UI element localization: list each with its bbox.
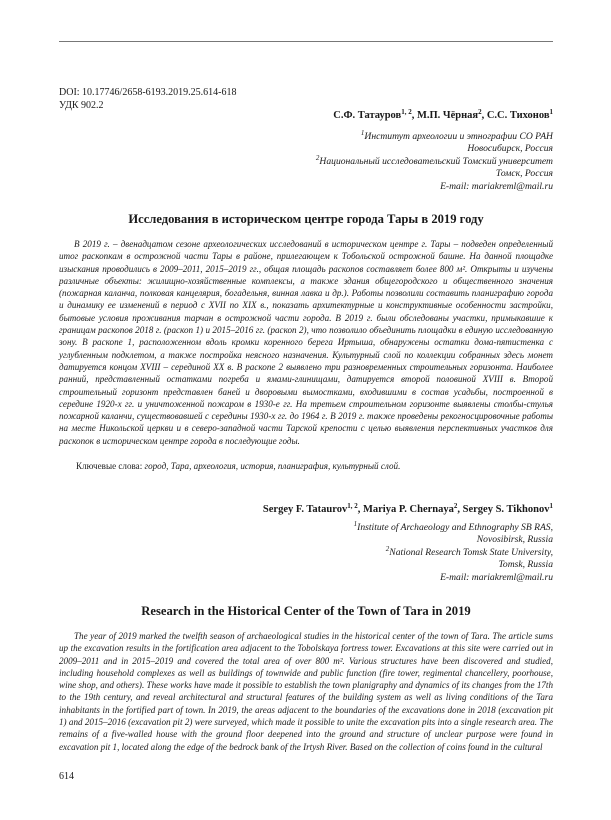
author-ru-1: С.Ф. Татауров$^{1, 2}$, (333, 108, 417, 121)
abstract-ru: В 2019 г. – двенадцатом сезоне археологических исследований в историческом центре г. Тары – подведен определенный итог раскопкам в острожной части Тары в районе, прилегающем к Тобольской острожной башне. На данной площадке изыскания проводились в 2009–2011, 2015–2019 гг., общая площадь раскопов составляет более 800 м². Открыты и изучены различные объекты: жилищно-хозяйственные комплексы, а также здания общегородского и общественного значения (пожарная каланча, полковая канцелярия, богадельня, винная лавка и др.). Работы позволили составить планиграфию города и динамику ее изменений в период с XVII по XIX в., показать архитектурные и конструктивные особенности застройки, бытовые условия проживания тарчан в острожной части города. В 2019 г. были обследованы участки, примыкавшие к границам раскопов 2018 г. (раскоп 1) и 2015–2016 гг. (раскоп 2), что позволило объединить площадки в единую исследованную зону. В раскопе 1, расположенном вдоль кромки коренного берега Иртыша, обнаружены остатки дома-пятистенка с углубленным подклетом, а также постройка неясного назначения. Культурный слой по коллекции собранных здесь монет датируется концом XVIII – серединой XX в. В раскопе 2 выявлено три разновременных строительных горизонта. Наиболее ранний, представленный остатками погреба и ямами-глинищами, датируется второй половиной XVIII в. Второй строительный горизонт представлен баней и дворовыми вымостками, входившими в состав усадьбы, построенной в середине 1920-х гг. и уничтоженной пожаром в 1930-е гг. На третьем строительном горизонте выявлены столбы-стулья пожарной каланчи, существовавшей с середины 1930-х гг. до 1964 г. В 2019 г. также проведены рекогносцировочные работы на месте Никольской церкви и в северо-западной части Тарской крепости с целью выявления перспективных участков для раскопок в историческом центре города в последующие годы. (59, 239, 553, 446)
title-en: Research in the Historical Center of the Town of Tara in 2019 (141, 604, 471, 618)
keywords-values: город, Тара, археология, история, планиграфия, культурный слой. (144, 461, 401, 471)
top-rule (59, 41, 553, 42)
affiliation-en-2: $^2$National Research Tomsk State University, (385, 544, 553, 558)
affiliations-ru (316, 131, 553, 193)
affiliation-ru-1-city: Новосибирск, Россия (467, 143, 553, 155)
article-meta (59, 87, 237, 112)
author-en-3: Sergey S. Tikhonov$^1$ (462, 502, 553, 515)
affiliation-ru-1: $^1$Институт археологии и этнографии СО РАН (360, 129, 553, 142)
affiliation-en-1-city: Novosibirsk, Russia (476, 534, 553, 546)
authors-en (263, 504, 553, 515)
email-en: E-mail: mariakreml@mail.ru (440, 571, 553, 583)
affiliation-en-2-city: Tomsk, Russia (498, 559, 553, 571)
doi: DOI: 10.17746/2658-6193.2019.25.614-618 (59, 87, 237, 98)
affiliations-en (354, 522, 553, 584)
keywords-label: Ключевые слова: (76, 461, 143, 471)
page-number: 614 (59, 771, 74, 782)
author-ru-2: М.П. Чёрная$^2$, (416, 108, 487, 121)
affiliation-ru-2: $^2$Национальный исследовательский Томский университет (315, 153, 553, 167)
abstract-en: The year of 2019 marked the twelfth season of archaeological studies in the historical center of the town of Tara. The article sums up the excavation results in the fortification area adjacent to the Tobolskaya fortress tower. Excavations at this site were carried out in 2009–2011 and in 2015–2019 and covered the total area of over 800 m². Various structures have been discovered and studied, including household complexes as well as buildings of townwide and public function (fire tower, regimental chancellery, poorhouse, wine shop, and others). These works have made it possible to establish the town planigraphy and dynamics of its changes from the 17th to the 19th century, and reveal architectural and structural features of the building system as well as living conditions of the Tara inhabitants in the fortified part of town. In 2019, the areas adjacent to the boundaries of the excavations done in 2018 (excavation pit 1) and 2015–2016 (excavation pit 2) were surveyed, which made it possible to unite the excavation pits into a single research area. The remains of a five-walled house with the ground floor deepened into the ground and structure of unclear purpose were found in excavation pit 1, located along the edge of the bedrock bank of the Irtysh River. Based on the collection of coins found in the cultural (59, 631, 553, 752)
authors-ru (333, 110, 553, 121)
affiliation-en-1: $^1$Institute of Archaeology and Ethnography SB RAS, (353, 520, 553, 533)
author-ru-3: С.С. Тихонов$^1$ (486, 108, 553, 121)
email-ru: E-mail: mariakreml@mail.ru (440, 180, 553, 192)
keywords-ru (76, 460, 553, 472)
affiliation-ru-2-city: Томск, Россия (495, 168, 553, 180)
author-en-2: Mariya P. Chernaya$^2$, (362, 502, 463, 515)
title-ru: Исследования в историческом центре города Тары в 2019 году (128, 212, 484, 226)
udc: УДК 902.2 (59, 99, 104, 111)
author-en-1: Sergey F. Tataurov$^{1, 2}$, (262, 502, 363, 515)
